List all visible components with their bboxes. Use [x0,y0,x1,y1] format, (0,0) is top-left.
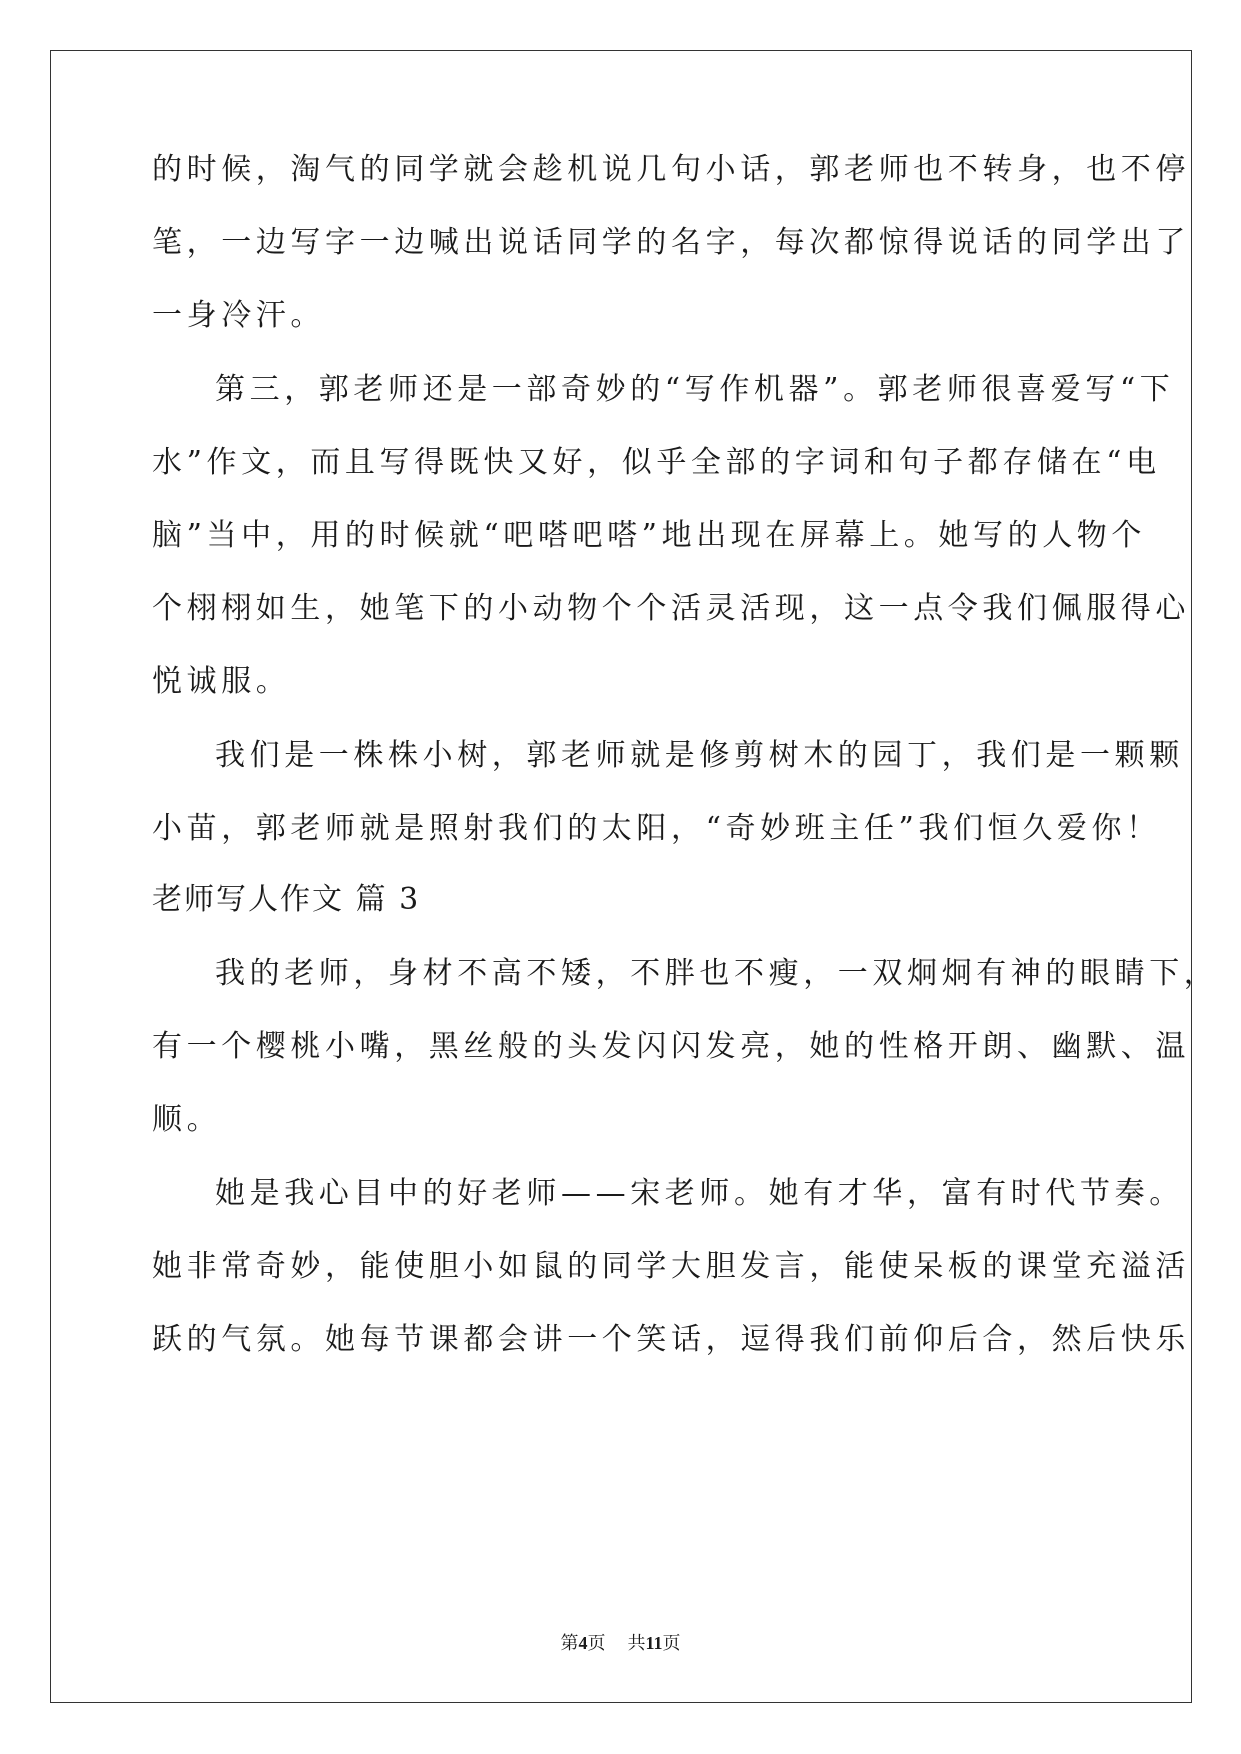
total-label-prefix: 共 [627,1633,646,1654]
text-line: 她是我心目中的好老师——宋老师。她有才华，富有时代节奏。 [215,1176,1184,1211]
text-line: 顺。 [152,1102,222,1137]
text-line: 有一个樱桃小嘴，黑丝般的头发闪闪发亮，她的性格开朗、幽默、温 [152,1029,1190,1064]
text-line: 脑”当中，用的时候就“吧嗒吧嗒”地出现在屏幕上。她写的人物个 [152,518,1147,553]
page-total: 11 [645,1633,663,1653]
page-label-prefix: 第 [560,1633,579,1654]
text-line: 跃的气氛。她每节课都会讲一个笑话，逗得我们前仰后合，然后快乐 [152,1322,1190,1357]
section-heading: 老师写人作文 篇 3 [152,882,421,917]
text-line: 悦诚服。 [152,664,291,699]
text-line: 我的老师，身材不高不矮，不胖也不瘦，一双炯炯有神的眼睛下， [215,956,1219,991]
text-line: 的时候，淘气的同学就会趁机说几句小话，郭老师也不转身，也不停 [152,152,1190,187]
text-line: 笔，一边写字一边喊出说话同学的名字，每次都惊得说话的同学出了 [152,225,1190,260]
text-line: 我们是一株株小树，郭老师就是修剪树木的园丁，我们是一颗颗 [215,738,1184,773]
page-footer [0,1631,1241,1656]
page-number: 4 [578,1633,588,1653]
text-line: 水”作文，而且写得既快又好，似乎全部的字词和句子都存储在“电 [152,445,1161,480]
text-line: 她非常奇妙，能使胆小如鼠的同学大胆发言，能使呆板的课堂充溢活 [152,1249,1190,1284]
text-line: 第三，郭老师还是一部奇妙的“写作机器”。郭老师很喜爱写“下 [215,372,1175,407]
page-label-suffix: 页 [587,1633,606,1654]
text-line: 一身冷汗。 [152,298,325,333]
text-line: 个栩栩如生，她笔下的小动物个个活灵活现，这一点令我们佩服得心 [152,591,1190,626]
text-line: 小苗，郭老师就是照射我们的太阳，“奇妙班主任”我们恒久爱你！ [152,811,1161,846]
total-label-suffix: 页 [662,1633,681,1654]
